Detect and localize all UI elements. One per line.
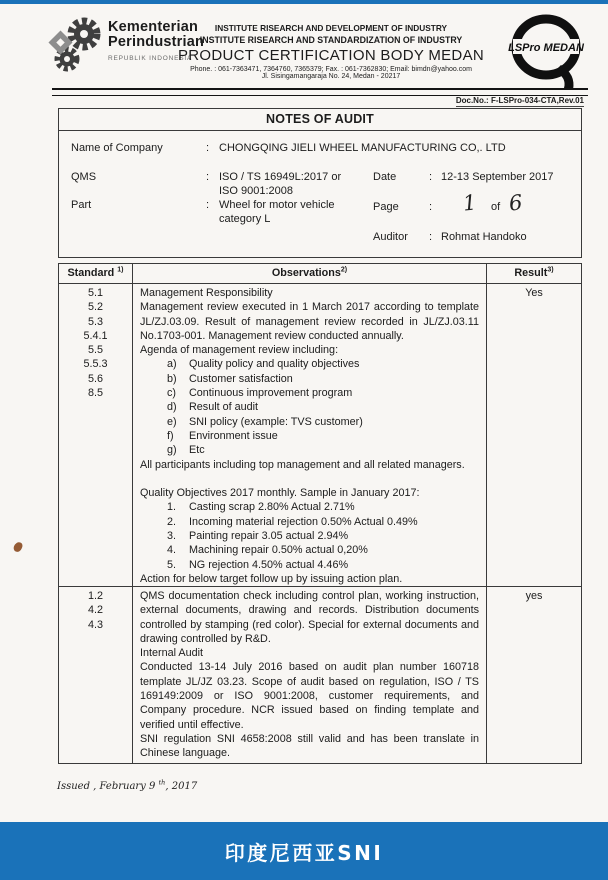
observations-cell: [133, 284, 487, 586]
standard-clause: 5.3: [87, 315, 103, 328]
standard-clause: 4.2: [87, 604, 103, 617]
auditor-label: Auditor: [373, 231, 408, 243]
institute-line1: INSTITUTE RISEARCH AND DEVELOPMENT OF INDUSTRY: [214, 23, 448, 33]
kemenperin-gears-logo-icon: [46, 14, 104, 74]
obs-paragraph: Conducted 13-14 July 2016 based on audit plan number 160718 template JL/JZ 03.23. Scope of audit based on regulation, ISO / TS 169149:2009 or ISO 9001:2008, customer requirements, and Company procedure. NCR issued based on finding template and verified until effective.: [140, 661, 479, 731]
obs-participants: All participants including top management and all related managers.: [140, 458, 465, 471]
agenda-item: e) SNI policy (example: TVS customer): [167, 415, 363, 428]
lspro-medan-logo-icon: [504, 10, 590, 94]
standard-clause: 5.5: [87, 344, 103, 357]
ink-stain-mark: [13, 541, 24, 553]
ministry-line3: REPUBLIK INDONESIA: [108, 55, 193, 62]
qms-value-line2: ISO 9001:2008: [219, 185, 294, 197]
ministry-line1: Kementerian: [108, 19, 199, 35]
standard-clause: 5.6: [87, 372, 103, 385]
page-of-label: of: [491, 201, 501, 213]
table-header-row: [59, 264, 581, 284]
objective-item: 2. Incoming material rejection 0.50% Actual 0.49%: [167, 515, 418, 528]
auditor-value: Rohmat Handoko: [441, 231, 527, 243]
notes-of-audit-box: [58, 108, 582, 258]
standard-clause: 8.5: [87, 387, 103, 400]
objective-item: 4. Machining repair 0.50% actual 0,20%: [167, 544, 368, 557]
page-total-handwritten: 6: [507, 190, 524, 216]
part-value-line2: category L: [219, 213, 271, 225]
issued-date-line: Issued , February 9 $^{th}$, 2017: [57, 778, 198, 792]
bottom-blue-banner: [0, 822, 608, 880]
standard-clause: 5.2: [87, 301, 103, 314]
agenda-item: c) Continuous improvement program: [167, 387, 353, 400]
colon: :: [429, 201, 433, 213]
doc-number: Doc.No.: F-LSPro-034-CTA,Rev.01: [455, 96, 584, 105]
blank-line: [140, 472, 479, 486]
address-line: Jl. Sisingamangaraja No. 24, Medan - 20217: [261, 73, 401, 80]
objectives-list: [140, 500, 479, 571]
header-divider: [52, 88, 588, 96]
col-header-observations: Observations$^{2)}$: [133, 264, 487, 283]
obs-agenda-intro: Agenda of management review including:: [140, 344, 339, 357]
institute-line2: INSTITUTE RISEARCH AND STANDARDIZATION OF INDUSTRY: [199, 35, 463, 45]
svg-text:LSPro MEDAN: LSPro MEDAN: [508, 42, 584, 54]
company-label: Name of Company: [71, 142, 163, 154]
colon: :: [429, 171, 433, 183]
col-header-result: Result$^{3)}$: [514, 266, 554, 279]
obs-objectives-intro: Quality Objectives 2017 monthly. Sample in January 2017:: [140, 487, 420, 500]
standard-clause: 1.2: [87, 590, 103, 602]
contact-line: Phone. : 061-7363471, 7364760, 7365379; Fax. : 061-7362830; Email: bimdn@yahoo.com: [190, 66, 472, 73]
standard-clause: 5.5.3: [83, 358, 108, 371]
colon: :: [206, 171, 210, 183]
obs-paragraph: SNI regulation SNI 4658:2008 still valid and has been translate in Chinese language.: [140, 732, 479, 760]
result-cell: yes: [525, 590, 543, 602]
colon: :: [206, 142, 210, 154]
colon: :: [429, 231, 433, 243]
table-row: [59, 284, 581, 587]
agenda-list: [140, 357, 479, 457]
certification-body-name: PRODUCT CERTIFICATION BODY MEDAN: [177, 47, 485, 64]
col-header-standard: Standard $^{1)}$: [59, 264, 133, 283]
part-label: Part: [71, 199, 92, 211]
page-current-handwritten: 1: [461, 190, 478, 216]
agenda-item: g) Etc: [167, 444, 205, 457]
standard-cell: [59, 284, 133, 586]
objective-item: 1. Casting scrap 2.80% Actual 2.71%: [167, 501, 355, 514]
part-value-line1: Wheel for motor vehicle: [219, 199, 335, 211]
form-title: NOTES OF AUDIT: [59, 109, 581, 131]
audit-table: [58, 263, 582, 764]
qms-label: QMS: [71, 171, 97, 183]
observations-cell: [133, 587, 487, 763]
obs-paragraph: QMS documentation check including control plan, working instruction, external documents, drawing and records. Distribution documents controlled by stamping (red color). Special for external documents and drawing controlled by R&D.: [140, 590, 479, 645]
page-label: Page: [373, 201, 399, 213]
objective-item: 3. Painting repair 3.05 actual 2.94%: [167, 530, 349, 543]
standard-cell: [59, 587, 133, 763]
obs-subtitle: Internal Audit: [140, 647, 204, 660]
objective-item: 5. NG rejection 4.50% actual 4.46%: [167, 558, 349, 571]
obs-title: Management Responsibility: [140, 287, 273, 299]
banner-caption: 印度尼西亚SNI: [224, 840, 384, 865]
qms-value-line1: ISO / TS 16949L:2017 or: [219, 171, 342, 183]
obs-paragraph: Management review executed in 1 March 2017 according to template JL/ZJ.03.09. Result of management review recorded in JL/ZJ.03.11 No.1703-001. Management review conducted annually.: [140, 301, 479, 342]
obs-action-line: Action for below target follow up by issuing action plan.: [140, 572, 403, 585]
date-label: Date: [373, 171, 397, 183]
standard-clause: 4.3: [87, 618, 103, 631]
ministry-line2: Perindustrian: [108, 34, 205, 50]
agenda-item: b) Customer satisfaction: [167, 372, 293, 385]
standard-clause: 5.1: [87, 287, 103, 299]
standard-clause: 5.4.1: [83, 329, 108, 342]
result-cell: Yes: [525, 287, 543, 299]
company-value: CHONGQING JIELI WHEEL MANUFACTURING CO,. LTD: [219, 142, 506, 154]
institute-header-block: [168, 23, 494, 80]
document-paper: [0, 4, 608, 822]
agenda-item: a) Quality policy and quality objectives: [167, 358, 360, 371]
agenda-item: d) Result of audit: [167, 401, 259, 414]
agenda-item: f) Environment issue: [167, 429, 278, 442]
table-row: [59, 587, 581, 763]
date-value: 12-13 September 2017: [441, 171, 554, 183]
colon: :: [206, 199, 210, 211]
